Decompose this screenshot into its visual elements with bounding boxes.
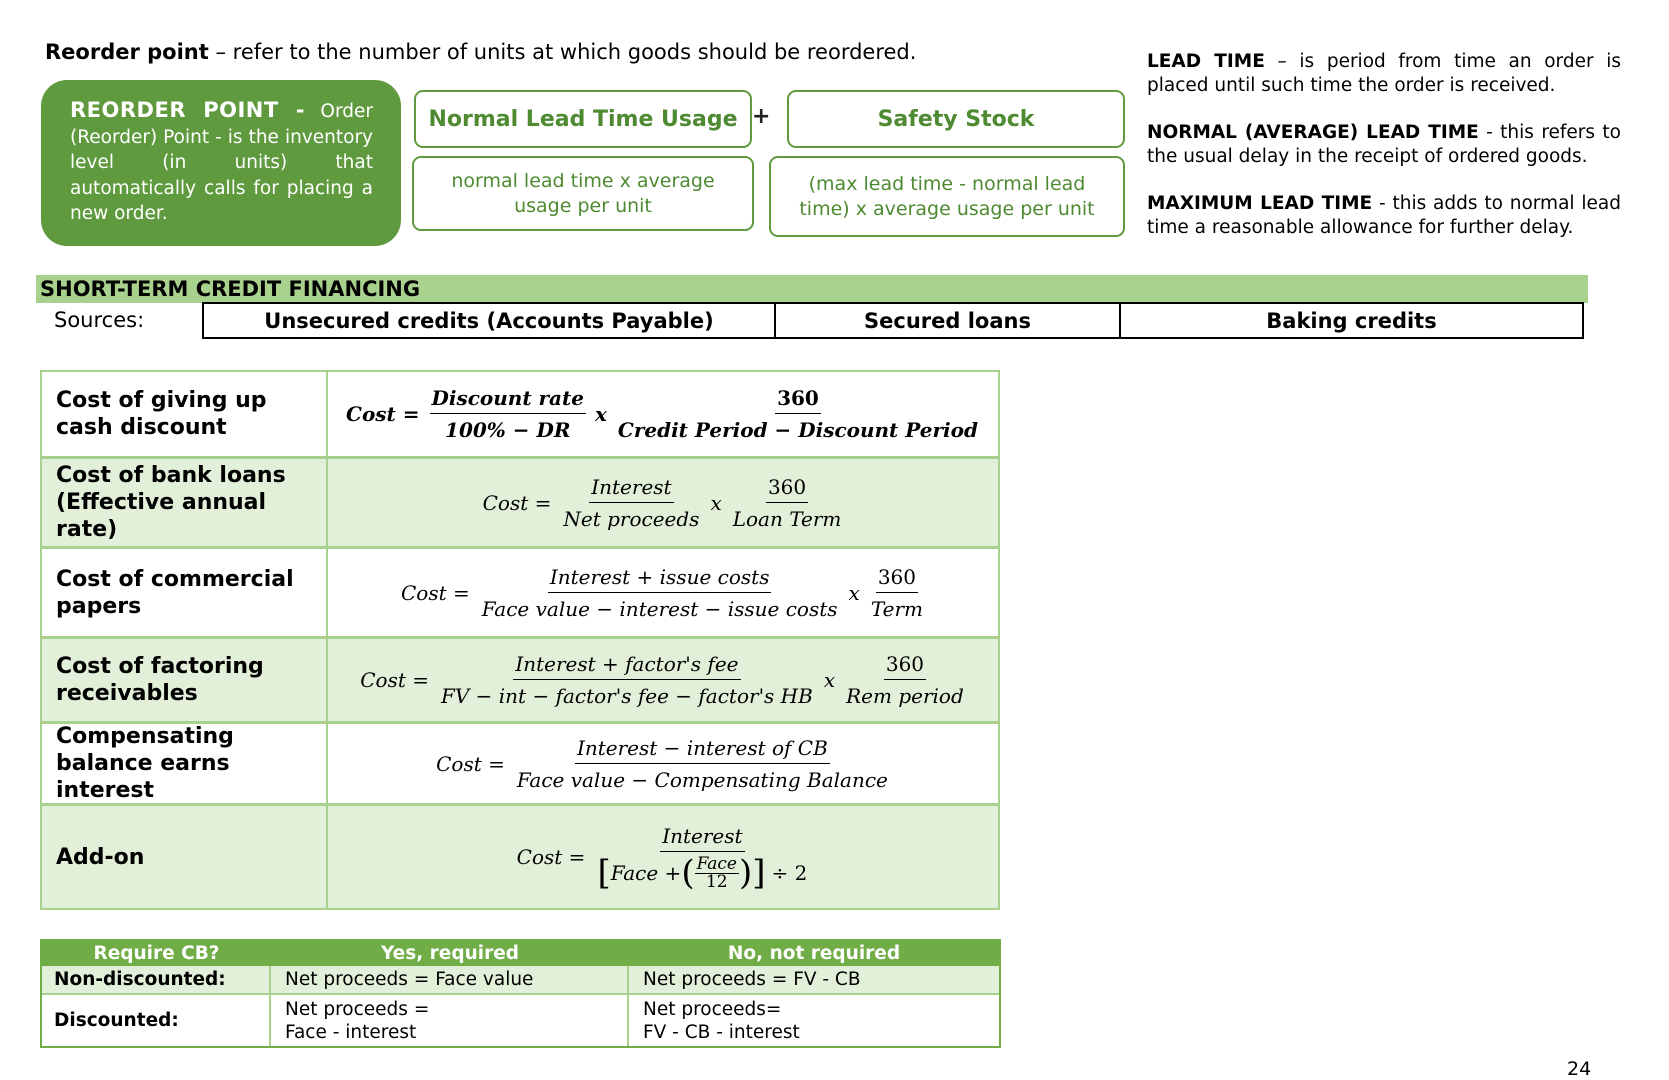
page-number: 24 [1567, 1058, 1592, 1080]
formula-row-cash-discount [42, 372, 998, 459]
cost-formulas-table [40, 370, 1000, 910]
formula-row-bank-loans [42, 459, 998, 549]
cb-cell-yes: Net proceeds = Face value [271, 966, 629, 993]
formula-cell [328, 724, 998, 803]
fraction-numerator: 360 [884, 652, 926, 680]
normal-usage-description-pill [412, 156, 754, 231]
definition-text: – is period from time an order is placed until such time the order is received. [1147, 51, 1621, 96]
formula-row-compensating-balance [42, 724, 998, 806]
formula-cell [328, 806, 998, 908]
compensating-balance-table [40, 939, 1001, 1048]
formula-cell [328, 459, 998, 546]
fraction-discount-rate [430, 386, 586, 442]
cb-row-non-discounted [42, 966, 999, 995]
cb-row-discounted [42, 995, 999, 1046]
formula-lhs: Cost = [346, 402, 420, 426]
fraction-period [616, 386, 980, 442]
safety-stock-description-pill [769, 156, 1125, 237]
fraction-numerator: 360 [775, 386, 821, 414]
cb-cell-line: FV - CB - interest [643, 1021, 800, 1043]
times-sign: x [848, 580, 860, 605]
formula-row-label: Cost of giving up cash discount [42, 372, 328, 456]
right-bracket: ] [752, 853, 766, 893]
fraction-numerator: 360 [766, 475, 808, 503]
formula-commercial-papers [401, 565, 925, 621]
left-paren: ( [681, 853, 695, 893]
fraction-denominator: Face value − Compensating Balance [516, 767, 888, 792]
definition-text: - this refers to the usual delay in the receipt of ordered goods. [1147, 122, 1621, 167]
fraction-numerator: Interest + factor's fee [513, 652, 740, 680]
fraction-numerator: 360 [876, 565, 918, 593]
cb-cell-no: Net proceeds = FV - CB [643, 969, 861, 990]
definition-lead-time [1147, 50, 1621, 98]
inner-fraction [695, 853, 739, 892]
fraction-rem-period [844, 652, 966, 708]
formula-cell [328, 372, 998, 456]
cb-header-yes: Yes, required [380, 943, 520, 964]
denominator-face: Face + [610, 861, 682, 885]
formula-row-add-on [42, 806, 998, 908]
fraction-numerator: Interest − interest of CB [575, 736, 830, 764]
definition-term: MAXIMUM LEAD TIME [1147, 193, 1373, 214]
reorder-point-intro [45, 40, 916, 64]
formula-row-label: Compensating balance earns interest [42, 724, 328, 803]
formula-cell [328, 549, 998, 636]
definition-term: NORMAL (AVERAGE) LEAD TIME [1147, 122, 1479, 143]
formula-compensating-balance [436, 736, 890, 792]
cb-cell-line: Net proceeds = [285, 998, 430, 1020]
cb-row-label: Discounted: [42, 995, 271, 1046]
formula-row-factoring-receivables [42, 639, 998, 724]
plus-sign: + [752, 104, 771, 129]
fraction-denominator: Net proceeds [563, 506, 700, 531]
right-paren: ) [738, 853, 753, 893]
formula-lhs: Cost = [482, 490, 552, 515]
source-baking-credits: Baking credits [1266, 308, 1437, 333]
fraction-add-on [595, 824, 809, 891]
normal-lead-time-usage-pill [414, 90, 752, 148]
sources-label: Sources: [54, 308, 145, 332]
sources-table [202, 302, 1584, 339]
reorder-point-box-title: REORDER POINT - [70, 98, 306, 122]
normal-lead-time-usage-label: Normal Lead Time Usage [428, 106, 738, 132]
formula-row-label: Cost of factoring receivables [42, 639, 328, 721]
fraction-denominator: Loan Term [732, 506, 842, 531]
lead-time-definitions [1147, 50, 1621, 263]
fraction-denominator: FV − int − factor's fee − factor's HB [440, 684, 813, 708]
cb-table-header [42, 941, 999, 966]
fraction-numerator: Interest + issue costs [548, 565, 772, 593]
normal-usage-description: normal lead time x average usage per unit [451, 169, 715, 217]
reorder-point-intro-text: – refer to the number of units at which goods should be reordered. [208, 40, 917, 64]
source-secured-loans: Secured loans [776, 304, 1121, 337]
reorder-point-definition-box [41, 80, 401, 246]
short-term-credit-title: SHORT-TERM CREDIT FINANCING [36, 275, 1588, 303]
divide-by-two: ÷ 2 [771, 861, 808, 885]
cb-cell-no [629, 995, 999, 1046]
inner-numerator: Face [696, 853, 737, 874]
fraction-numerator: Interest [660, 824, 744, 852]
times-sign: x [823, 668, 836, 692]
formula-lhs: Cost = [436, 751, 505, 776]
cb-cell-yes [271, 995, 629, 1046]
fraction-denominator [595, 852, 809, 891]
formula-bank-loans [483, 475, 844, 531]
fraction-denominator: Credit Period − Discount Period [617, 418, 978, 442]
fraction-denominator: Term [870, 596, 923, 621]
source-unsecured-credits: Unsecured credits (Accounts Payable) [204, 304, 776, 337]
fraction-interest-factor [439, 652, 815, 708]
definition-term: LEAD TIME [1147, 51, 1265, 72]
inner-denominator: 12 [705, 871, 728, 892]
formula-lhs: Cost = [401, 580, 470, 605]
formula-row-label: Add-on [42, 806, 328, 908]
definition-normal-lead-time [1147, 121, 1621, 169]
fraction-term [731, 475, 844, 531]
fraction-term [869, 565, 925, 621]
cb-cell-line: Net proceeds= [643, 998, 782, 1020]
times-sign: x [710, 490, 722, 515]
fraction-numerator: Discount rate [430, 386, 586, 414]
reorder-point-box-text: Order (Reorder) Point - is the inventory level (in units) that automatically calls for placing a new order. [70, 101, 373, 224]
formula-cell [328, 639, 998, 721]
formula-lhs: Cost = [360, 668, 429, 692]
formula-add-on [517, 824, 810, 891]
fraction-interest-cb [515, 736, 890, 792]
safety-stock-description: (max lead time - normal lead time) x average usage per unit [799, 172, 1095, 220]
fraction-interest-issue [480, 565, 840, 621]
cb-cell-line: Face - interest [285, 1021, 417, 1043]
times-sign: x [594, 402, 607, 426]
cb-header-require: Require CB? [93, 943, 220, 964]
reorder-point-term: Reorder point [45, 40, 209, 64]
fraction-interest [561, 475, 701, 531]
safety-stock-label: Safety Stock [877, 106, 1035, 132]
safety-stock-pill [787, 90, 1125, 148]
fraction-denominator: Rem period [846, 684, 964, 708]
formula-cash-discount [346, 386, 980, 442]
formula-lhs: Cost = [516, 845, 586, 869]
cb-header-no: No, not required [727, 943, 901, 964]
formula-row-label: Cost of commercial papers [42, 549, 328, 636]
left-bracket: [ [597, 853, 611, 893]
fraction-denominator: Face value − interest − issue costs [481, 596, 838, 621]
formula-row-label: Cost of bank loans (Effective annual rate) [42, 459, 328, 546]
formula-row-commercial-papers [42, 549, 998, 639]
definition-maximum-lead-time [1147, 192, 1621, 240]
formula-factoring-receivables [360, 652, 966, 708]
cb-row-label: Non-discounted: [42, 966, 271, 993]
fraction-numerator: Interest [589, 475, 673, 503]
fraction-denominator: 100% − DR [445, 418, 571, 442]
definition-text: - this adds to normal lead time a reasonable allowance for further delay. [1147, 193, 1621, 238]
